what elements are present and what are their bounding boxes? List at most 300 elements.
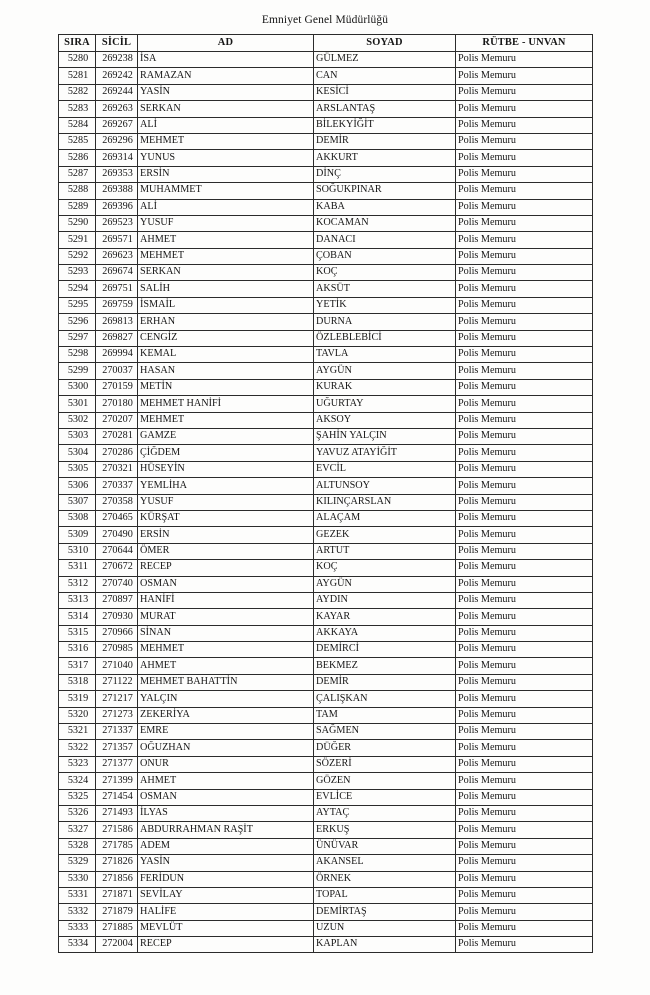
cell-sira: 5321 [59, 724, 96, 740]
cell-sicil: 269623 [96, 248, 138, 264]
cell-ad: ERSİN [138, 166, 314, 182]
cell-sira: 5325 [59, 789, 96, 805]
cell-sira: 5315 [59, 625, 96, 641]
cell-sicil: 270358 [96, 494, 138, 510]
cell-rutbe: Polis Memuru [456, 297, 593, 313]
cell-sira: 5299 [59, 363, 96, 379]
table-row [59, 789, 593, 805]
cell-sicil: 269994 [96, 347, 138, 363]
table-row [59, 805, 593, 821]
cell-sira: 5283 [59, 101, 96, 117]
cell-rutbe: Polis Memuru [456, 232, 593, 248]
cell-ad: ADEM [138, 838, 314, 854]
cell-rutbe: Polis Memuru [456, 920, 593, 936]
cell-ad: HASAN [138, 363, 314, 379]
cell-ad: RECEP [138, 560, 314, 576]
table-row [59, 84, 593, 100]
cell-rutbe: Polis Memuru [456, 478, 593, 494]
cell-rutbe: Polis Memuru [456, 838, 593, 854]
table-row [59, 412, 593, 428]
cell-ad: MEHMET [138, 248, 314, 264]
cell-soyad: SÖZERİ [314, 756, 456, 772]
cell-sira: 5286 [59, 150, 96, 166]
cell-rutbe: Polis Memuru [456, 117, 593, 133]
cell-rutbe: Polis Memuru [456, 215, 593, 231]
cell-soyad: TAM [314, 707, 456, 723]
table-row [59, 347, 593, 363]
cell-soyad: EVLİCE [314, 789, 456, 805]
cell-sicil: 270207 [96, 412, 138, 428]
cell-sira: 5296 [59, 314, 96, 330]
cell-ad: MEHMET BAHATTİN [138, 674, 314, 690]
cell-sicil: 269242 [96, 68, 138, 84]
table-row [59, 265, 593, 281]
cell-ad: AHMET [138, 658, 314, 674]
cell-soyad: AKANSEL [314, 855, 456, 871]
table-row [59, 494, 593, 510]
cell-ad: ABDURRAHMAN RAŞİT [138, 822, 314, 838]
cell-sicil: 269353 [96, 166, 138, 182]
cell-sira: 5330 [59, 871, 96, 887]
cell-ad: HALİFE [138, 904, 314, 920]
cell-ad: ALİ [138, 117, 314, 133]
cell-soyad: EVCİL [314, 461, 456, 477]
cell-ad: RAMAZAN [138, 68, 314, 84]
cell-rutbe: Polis Memuru [456, 756, 593, 772]
table-row [59, 428, 593, 444]
table-row [59, 396, 593, 412]
cell-sira: 5298 [59, 347, 96, 363]
cell-soyad: KOCAMAN [314, 215, 456, 231]
document-title: Emniyet Genel Müdürlüğü [261, 14, 389, 26]
cell-sicil: 272004 [96, 937, 138, 953]
table-row [59, 756, 593, 772]
cell-rutbe: Polis Memuru [456, 592, 593, 608]
cell-sira: 5285 [59, 133, 96, 149]
cell-ad: OSMAN [138, 576, 314, 592]
cell-sicil: 269244 [96, 84, 138, 100]
cell-soyad: ÇALIŞKAN [314, 691, 456, 707]
cell-sicil: 270465 [96, 510, 138, 526]
table-row [59, 281, 593, 297]
cell-soyad: GÖZEN [314, 773, 456, 789]
cell-ad: İSMAİL [138, 297, 314, 313]
cell-sicil: 269388 [96, 183, 138, 199]
cell-sicil: 269571 [96, 232, 138, 248]
table-row [59, 920, 593, 936]
table-row [59, 724, 593, 740]
cell-rutbe: Polis Memuru [456, 937, 593, 953]
table-row [59, 150, 593, 166]
cell-sira: 5303 [59, 428, 96, 444]
cell-sira: 5302 [59, 412, 96, 428]
cell-sira: 5282 [59, 84, 96, 100]
cell-rutbe: Polis Memuru [456, 265, 593, 281]
cell-ad: İSA [138, 52, 314, 68]
cell-rutbe: Polis Memuru [456, 576, 593, 592]
cell-ad: METİN [138, 379, 314, 395]
cell-soyad: ŞAHİN YALÇIN [314, 428, 456, 444]
cell-sicil: 269813 [96, 314, 138, 330]
cell-soyad: DEMİRCİ [314, 642, 456, 658]
table-row [59, 543, 593, 559]
personnel-table-container [58, 34, 592, 953]
cell-sicil: 270281 [96, 428, 138, 444]
cell-sira: 5328 [59, 838, 96, 854]
table-row [59, 773, 593, 789]
table-row [59, 838, 593, 854]
cell-sira: 5288 [59, 183, 96, 199]
cell-rutbe: Polis Memuru [456, 560, 593, 576]
cell-ad: YUSUF [138, 215, 314, 231]
cell-soyad: TAVLA [314, 347, 456, 363]
table-row [59, 68, 593, 84]
cell-sira: 5326 [59, 805, 96, 821]
cell-soyad: ALTUNSOY [314, 478, 456, 494]
cell-ad: MEHMET [138, 133, 314, 149]
cell-rutbe: Polis Memuru [456, 396, 593, 412]
cell-sira: 5327 [59, 822, 96, 838]
table-row [59, 478, 593, 494]
cell-rutbe: Polis Memuru [456, 330, 593, 346]
cell-sicil: 270037 [96, 363, 138, 379]
cell-soyad: DURNA [314, 314, 456, 330]
cell-ad: MUHAMMET [138, 183, 314, 199]
cell-ad: YUSUF [138, 494, 314, 510]
cell-sira: 5289 [59, 199, 96, 215]
cell-ad: ÇİĞDEM [138, 445, 314, 461]
cell-soyad: AYGÜN [314, 363, 456, 379]
table-row [59, 904, 593, 920]
table-row [59, 510, 593, 526]
cell-rutbe: Polis Memuru [456, 150, 593, 166]
table-row [59, 674, 593, 690]
cell-soyad: KOÇ [314, 265, 456, 281]
cell-sicil: 269751 [96, 281, 138, 297]
cell-soyad: CAN [314, 68, 456, 84]
cell-sicil: 271399 [96, 773, 138, 789]
cell-sira: 5334 [59, 937, 96, 953]
cell-rutbe: Polis Memuru [456, 248, 593, 264]
cell-rutbe: Polis Memuru [456, 773, 593, 789]
cell-sicil: 269263 [96, 101, 138, 117]
cell-sicil: 271357 [96, 740, 138, 756]
cell-sira: 5304 [59, 445, 96, 461]
cell-sira: 5297 [59, 330, 96, 346]
table-row [59, 133, 593, 149]
cell-sicil: 271785 [96, 838, 138, 854]
cell-sira: 5306 [59, 478, 96, 494]
column-header-sicil: SİCİL [96, 35, 138, 52]
cell-sicil: 269396 [96, 199, 138, 215]
table-row [59, 560, 593, 576]
cell-sicil: 269296 [96, 133, 138, 149]
cell-sira: 5291 [59, 232, 96, 248]
cell-sira: 5308 [59, 510, 96, 526]
cell-soyad: AKSÜT [314, 281, 456, 297]
cell-rutbe: Polis Memuru [456, 347, 593, 363]
cell-sicil: 269759 [96, 297, 138, 313]
table-body [59, 52, 593, 953]
cell-soyad: DEMİR [314, 674, 456, 690]
cell-rutbe: Polis Memuru [456, 314, 593, 330]
cell-rutbe: Polis Memuru [456, 674, 593, 690]
cell-sira: 5280 [59, 52, 96, 68]
cell-sicil: 270159 [96, 379, 138, 395]
cell-sicil: 270740 [96, 576, 138, 592]
cell-sicil: 271337 [96, 724, 138, 740]
table-row [59, 658, 593, 674]
cell-ad: HÜSEYİN [138, 461, 314, 477]
cell-sicil: 269674 [96, 265, 138, 281]
cell-rutbe: Polis Memuru [456, 625, 593, 641]
table-row [59, 592, 593, 608]
cell-rutbe: Polis Memuru [456, 199, 593, 215]
cell-ad: RECEP [138, 937, 314, 953]
cell-sicil: 269238 [96, 52, 138, 68]
cell-rutbe: Polis Memuru [456, 707, 593, 723]
cell-sira: 5281 [59, 68, 96, 84]
table-row [59, 297, 593, 313]
table-row [59, 232, 593, 248]
cell-sicil: 269827 [96, 330, 138, 346]
cell-sira: 5294 [59, 281, 96, 297]
cell-sira: 5324 [59, 773, 96, 789]
cell-rutbe: Polis Memuru [456, 428, 593, 444]
cell-soyad: BİLEKYİĞİT [314, 117, 456, 133]
table-row [59, 248, 593, 264]
table-row [59, 642, 593, 658]
table-row [59, 52, 593, 68]
table-row [59, 527, 593, 543]
cell-sira: 5314 [59, 609, 96, 625]
cell-soyad: KILINÇARSLAN [314, 494, 456, 510]
cell-rutbe: Polis Memuru [456, 904, 593, 920]
cell-rutbe: Polis Memuru [456, 52, 593, 68]
cell-sicil: 271871 [96, 887, 138, 903]
cell-soyad: BEKMEZ [314, 658, 456, 674]
cell-ad: YEMLİHA [138, 478, 314, 494]
cell-ad: SİNAN [138, 625, 314, 641]
cell-ad: SERKAN [138, 265, 314, 281]
cell-rutbe: Polis Memuru [456, 543, 593, 559]
cell-rutbe: Polis Memuru [456, 445, 593, 461]
cell-sicil: 271493 [96, 805, 138, 821]
cell-sicil: 270490 [96, 527, 138, 543]
table-row [59, 166, 593, 182]
cell-soyad: ÜNÜVAR [314, 838, 456, 854]
cell-sicil: 270321 [96, 461, 138, 477]
cell-sicil: 269314 [96, 150, 138, 166]
cell-rutbe: Polis Memuru [456, 133, 593, 149]
table-row [59, 379, 593, 395]
cell-rutbe: Polis Memuru [456, 527, 593, 543]
cell-soyad: SAĞMEN [314, 724, 456, 740]
cell-sicil: 271217 [96, 691, 138, 707]
cell-rutbe: Polis Memuru [456, 281, 593, 297]
cell-soyad: UZUN [314, 920, 456, 936]
cell-ad: OSMAN [138, 789, 314, 805]
cell-soyad: GEZEK [314, 527, 456, 543]
cell-rutbe: Polis Memuru [456, 412, 593, 428]
cell-ad: AHMET [138, 232, 314, 248]
cell-ad: SALİH [138, 281, 314, 297]
cell-soyad: UĞURTAY [314, 396, 456, 412]
cell-sicil: 270286 [96, 445, 138, 461]
cell-sira: 5300 [59, 379, 96, 395]
cell-sira: 5329 [59, 855, 96, 871]
cell-sira: 5318 [59, 674, 96, 690]
cell-rutbe: Polis Memuru [456, 642, 593, 658]
cell-sicil: 270180 [96, 396, 138, 412]
cell-sira: 5313 [59, 592, 96, 608]
cell-sicil: 269523 [96, 215, 138, 231]
cell-ad: KEMAL [138, 347, 314, 363]
table-row [59, 117, 593, 133]
cell-soyad: KOÇ [314, 560, 456, 576]
table-row [59, 855, 593, 871]
column-header-sira: SIRA [59, 35, 96, 52]
cell-sira: 5307 [59, 494, 96, 510]
cell-rutbe: Polis Memuru [456, 183, 593, 199]
column-header-rutbe: RÜTBE - UNVAN [456, 35, 593, 52]
cell-sicil: 270930 [96, 609, 138, 625]
cell-sira: 5290 [59, 215, 96, 231]
cell-rutbe: Polis Memuru [456, 789, 593, 805]
table-header-row [59, 35, 593, 52]
cell-sira: 5333 [59, 920, 96, 936]
cell-soyad: DANACI [314, 232, 456, 248]
cell-rutbe: Polis Memuru [456, 101, 593, 117]
cell-ad: CENGİZ [138, 330, 314, 346]
cell-soyad: KAYAR [314, 609, 456, 625]
cell-sira: 5331 [59, 887, 96, 903]
table-row [59, 199, 593, 215]
cell-ad: MEHMET HANİFİ [138, 396, 314, 412]
personnel-table [58, 34, 593, 953]
cell-sicil: 271040 [96, 658, 138, 674]
cell-soyad: AYTAÇ [314, 805, 456, 821]
cell-sira: 5309 [59, 527, 96, 543]
cell-ad: KÜRŞAT [138, 510, 314, 526]
cell-soyad: AKKURT [314, 150, 456, 166]
column-header-soyad: SOYAD [314, 35, 456, 52]
cell-soyad: AKKAYA [314, 625, 456, 641]
cell-sira: 5323 [59, 756, 96, 772]
cell-ad: ALİ [138, 199, 314, 215]
cell-sicil: 271885 [96, 920, 138, 936]
table-row [59, 576, 593, 592]
cell-sira: 5292 [59, 248, 96, 264]
cell-sicil: 271879 [96, 904, 138, 920]
cell-soyad: YAVUZ ATAYİĞİT [314, 445, 456, 461]
table-row [59, 871, 593, 887]
cell-ad: YUNUS [138, 150, 314, 166]
cell-ad: AHMET [138, 773, 314, 789]
cell-sicil: 269267 [96, 117, 138, 133]
cell-ad: SERKAN [138, 101, 314, 117]
cell-sira: 5287 [59, 166, 96, 182]
table-row [59, 183, 593, 199]
cell-rutbe: Polis Memuru [456, 724, 593, 740]
cell-sicil: 271377 [96, 756, 138, 772]
table-row [59, 363, 593, 379]
table-row [59, 461, 593, 477]
cell-soyad: ALAÇAM [314, 510, 456, 526]
cell-sicil: 270672 [96, 560, 138, 576]
cell-sicil: 270337 [96, 478, 138, 494]
table-row [59, 625, 593, 641]
cell-ad: ERHAN [138, 314, 314, 330]
cell-soyad: GÜLMEZ [314, 52, 456, 68]
cell-ad: İLYAS [138, 805, 314, 821]
table-row [59, 740, 593, 756]
table-row [59, 314, 593, 330]
cell-soyad: TOPAL [314, 887, 456, 903]
cell-ad: HANİFİ [138, 592, 314, 608]
cell-ad: FERİDUN [138, 871, 314, 887]
cell-rutbe: Polis Memuru [456, 871, 593, 887]
cell-soyad: AYGÜN [314, 576, 456, 592]
table-row [59, 330, 593, 346]
cell-sira: 5332 [59, 904, 96, 920]
cell-ad: MEHMET [138, 412, 314, 428]
cell-soyad: KAPLAN [314, 937, 456, 953]
cell-ad: EMRE [138, 724, 314, 740]
cell-sira: 5311 [59, 560, 96, 576]
cell-ad: YASİN [138, 855, 314, 871]
cell-sira: 5317 [59, 658, 96, 674]
cell-soyad: AKSOY [314, 412, 456, 428]
cell-sira: 5316 [59, 642, 96, 658]
column-header-ad: AD [138, 35, 314, 52]
cell-soyad: ARTUT [314, 543, 456, 559]
cell-rutbe: Polis Memuru [456, 494, 593, 510]
cell-ad: YASİN [138, 84, 314, 100]
cell-sira: 5293 [59, 265, 96, 281]
table-row [59, 691, 593, 707]
cell-rutbe: Polis Memuru [456, 740, 593, 756]
cell-rutbe: Polis Memuru [456, 691, 593, 707]
table-row [59, 822, 593, 838]
cell-rutbe: Polis Memuru [456, 609, 593, 625]
cell-ad: MEVLÜT [138, 920, 314, 936]
cell-ad: ERSİN [138, 527, 314, 543]
cell-ad: ZEKERİYA [138, 707, 314, 723]
cell-ad: ONUR [138, 756, 314, 772]
cell-soyad: ÇOBAN [314, 248, 456, 264]
cell-sicil: 271856 [96, 871, 138, 887]
cell-ad: ÖMER [138, 543, 314, 559]
cell-soyad: DİNÇ [314, 166, 456, 182]
table-row [59, 887, 593, 903]
cell-sicil: 271122 [96, 674, 138, 690]
cell-rutbe: Polis Memuru [456, 166, 593, 182]
cell-rutbe: Polis Memuru [456, 461, 593, 477]
cell-sicil: 271454 [96, 789, 138, 805]
cell-ad: MEHMET [138, 642, 314, 658]
cell-ad: OĞUZHAN [138, 740, 314, 756]
cell-sira: 5319 [59, 691, 96, 707]
cell-soyad: SOĞUKPINAR [314, 183, 456, 199]
cell-rutbe: Polis Memuru [456, 855, 593, 871]
cell-rutbe: Polis Memuru [456, 658, 593, 674]
cell-sicil: 271826 [96, 855, 138, 871]
cell-soyad: DEMİR [314, 133, 456, 149]
cell-sira: 5320 [59, 707, 96, 723]
cell-sira: 5301 [59, 396, 96, 412]
cell-sicil: 270985 [96, 642, 138, 658]
